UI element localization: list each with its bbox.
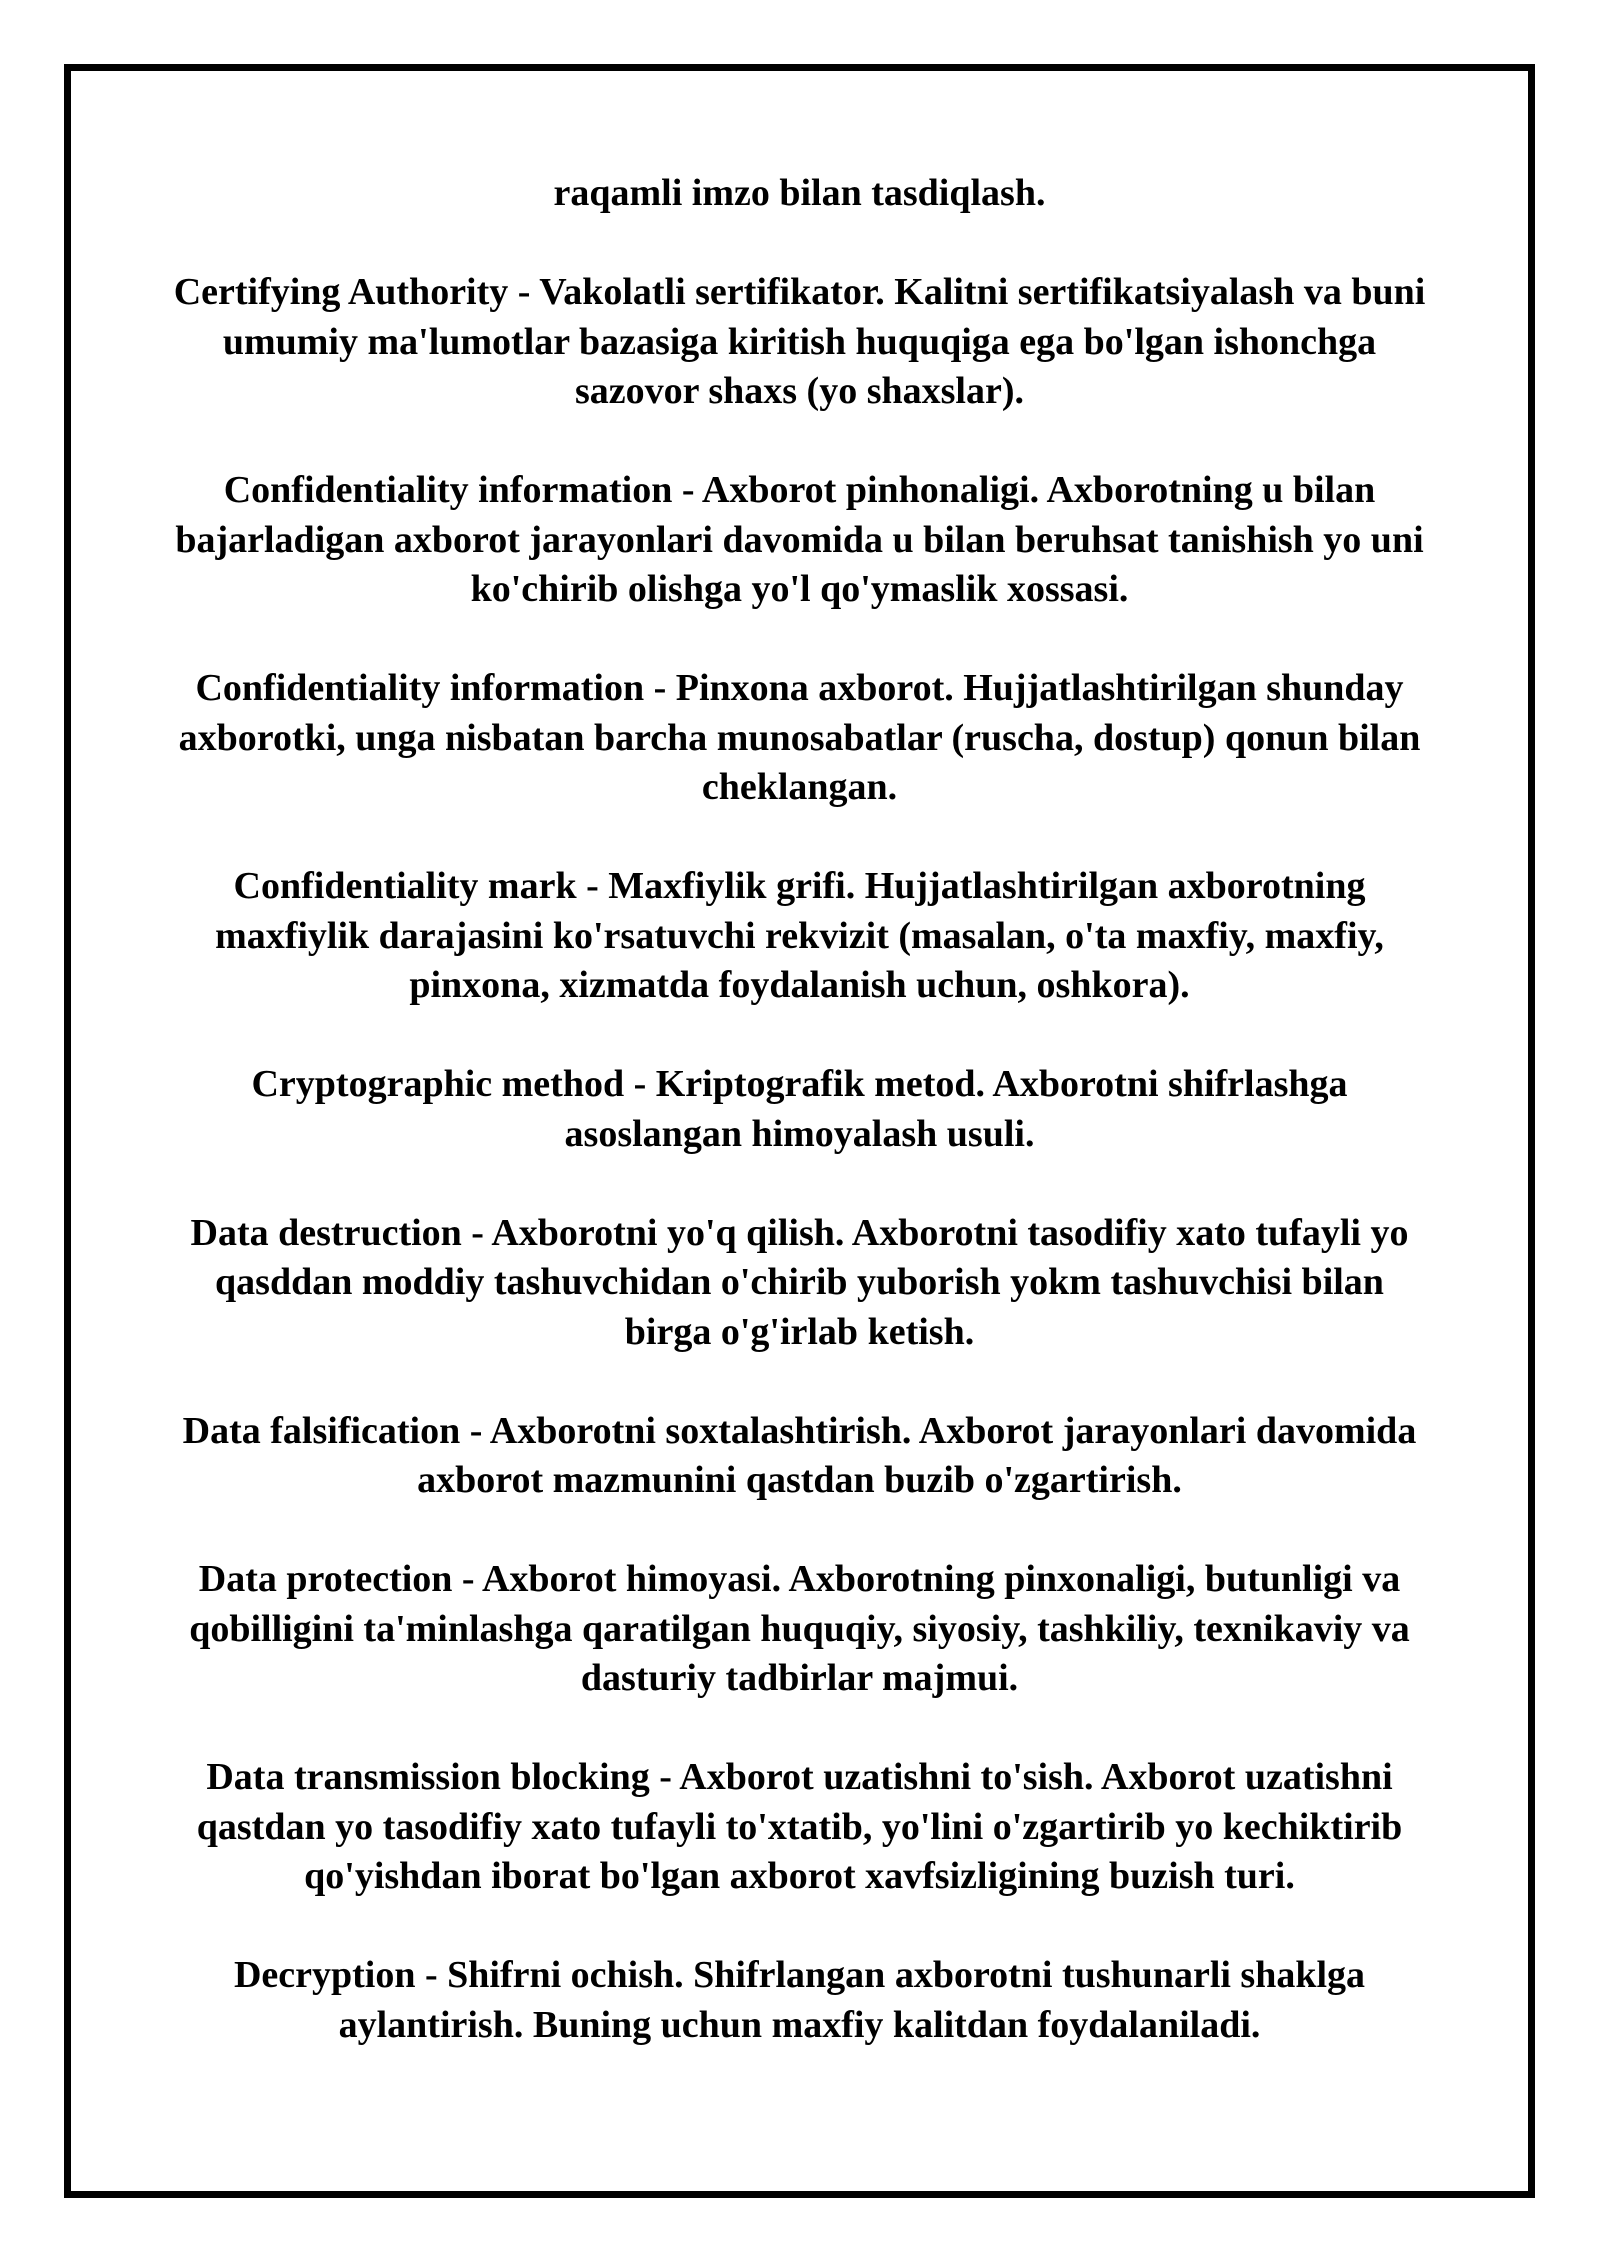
glossary-entry-data-destruction: Data destruction - Axborotni yo'q qilish. Axborotni tasodifiy xato tufayli yo qasddan moddiy tashuvchidan o'chirib yuborish yokm tashuvchisi bilan birga o'g'irlab ketish. xyxy=(190,1211,1409,1353)
glossary-entry-confidentiality-mark: Confidentiality mark - Maxfiylik grifi. Hujjatlashtirilgan axborotning maxfiylik darajasini ko'rsatuvchi rekvizit (masalan, o'ta maxfiy, maxfiy, pinxona, xizmatda foydalanish uchun, oshkora). xyxy=(215,865,1384,1006)
glossary-content xyxy=(171,169,1428,2100)
glossary-entry-cryptographic-method: Cryptographic method - Kriptografik metod. Axborotni shifrlashga asoslangan himoyalash usuli. xyxy=(251,1063,1348,1155)
glossary-entry-data-protection: Data protection - Axborot himoyasi. Axborotning pinxonaligi, butunligi va qobilligini ta'minlashga qaratilgan huquqiy, siyosiy, tashkiliy, texnikaviy va dasturiy tadbirlar majmui. xyxy=(189,1558,1410,1699)
glossary-entry-data-transmission-blocking: Data transmission blocking - Axborot uzatishni to'sish. Axborot uzatishni qastdan yo tasodifiy xato tufayli to'xtatib, yo'lini o'zgartirib yo kechiktirib qo'yishdan iborat bo'lgan axborot xavfsizligining buzish turi. xyxy=(196,1756,1403,1897)
glossary-entry-confidentiality-information-1: Confidentiality information - Axborot pinhonaligi. Axborotning u bilan bajarladigan axborot jarayonlari davomida u bilan beruhsat tanishish yo uni ko'chirib olishga yo'l qo'ymaslik xossasi. xyxy=(175,469,1424,610)
glossary-entry-confidentiality-information-2: Confidentiality information - Pinxona axborot. Hujjatlashtirilgan shunday axborotki, unga nisbatan barcha munosabatlar (ruscha, dostup) qonun bilan cheklangan. xyxy=(178,667,1421,808)
glossary-entry-data-falsification: Data falsification - Axborotni soxtalashtirish. Axborot jarayonlari davomida axborot mazmunini qastdan buzib o'zgartirish. xyxy=(182,1409,1417,1501)
glossary-entry-certifying-authority: Certifying Authority - Vakolatli sertifikator. Kalitni sertifikatsiyalash va buni umumiy ma'lumotlar bazasiga kiritish huquqiga ega bo'lgan ishonchga sazovor shaxs (yo shaxslar). xyxy=(173,271,1426,412)
page-frame xyxy=(64,64,1535,2198)
glossary-entry-decryption: Decryption - Shifrni ochish. Shifrlangan axborotni tushunarli shaklga aylantirish. Buning uchun maxfiy kalitdan foydalaniladi. xyxy=(233,1954,1366,2046)
glossary-paragraph: raqamli imzo bilan tasdiqlash. xyxy=(553,172,1046,214)
